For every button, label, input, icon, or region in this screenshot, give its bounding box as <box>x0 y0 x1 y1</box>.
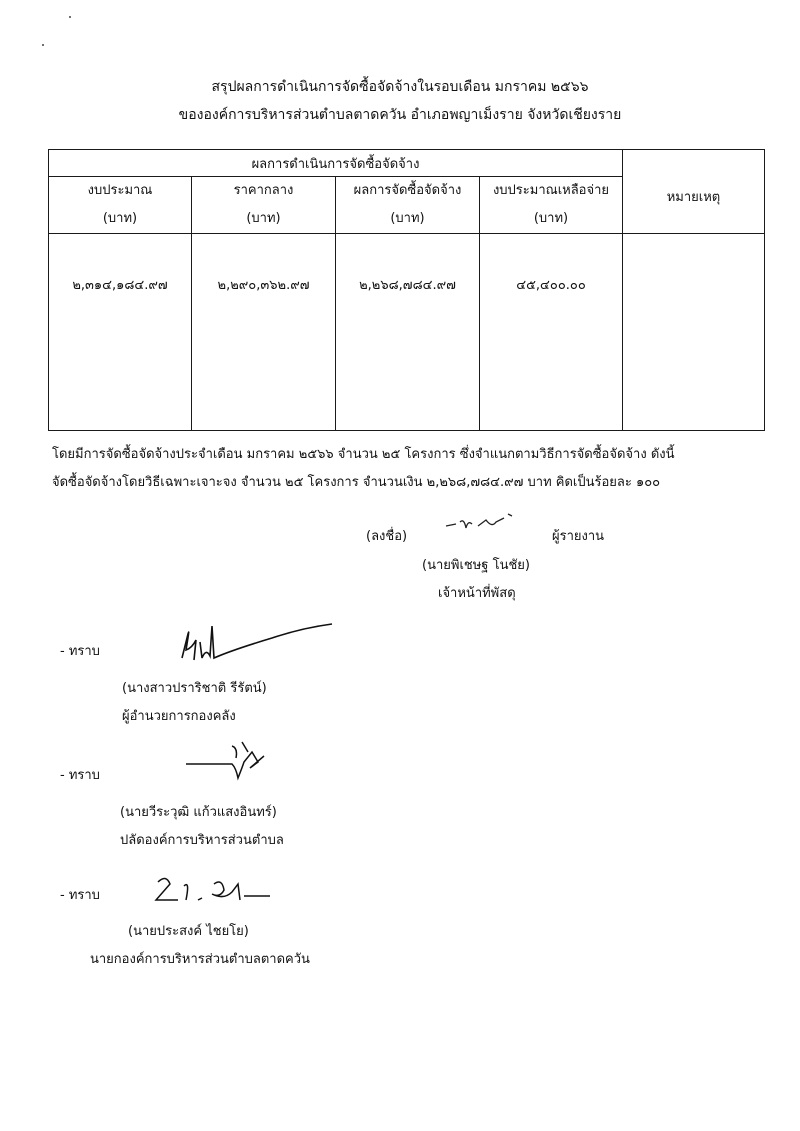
header-unit: (บาท) <box>246 211 281 226</box>
reporter-role-suffix: ผู้รายงาน <box>552 529 605 544</box>
summary-line1: โดยมีการจัดซื้อจัดจ้างประจำเดือน มกราคม ๒๕๖๖ จำนวน ๒๕ โครงการ ซึ่งจำแนกตามวิธีการจัดซื้อจัดจ้าง ดังนี้ <box>52 447 675 462</box>
summary-line2: จัดซื้อจัดจ้างโดยวิธีเฉพาะเจาะจง จำนวน ๒๕ โครงการ จำนวนเงิน ๒,๒๖๘,๗๘๔.๙๗ บาท คิดเป็นร้อยละ ๑๐๐ <box>52 475 661 490</box>
mayor-position: นายกองค์การบริหารส่วนตำบลตาดควัน <box>90 952 310 967</box>
cell-procurement-result: ๒,๒๖๘,๗๘๔.๙๗ <box>336 234 480 431</box>
header-label: งบประมาณเหลือจ่าย <box>492 183 610 198</box>
table-header-budget <box>49 177 192 234</box>
document-title-line1: สรุปผลการดำเนินการจัดซื้อจัดจ้างในรอบเดือน มกราคม ๒๕๖๖ <box>211 79 589 95</box>
acknowledge-label: - ทราบ <box>60 644 100 659</box>
reporter-sign-prefix: (ลงชื่อ) <box>366 529 408 544</box>
deputy-signature <box>182 738 272 782</box>
header-label: งบประมาณ <box>87 183 153 198</box>
mayor-name: (นายประสงค์ ไชยโย) <box>128 924 249 939</box>
scan-speck <box>69 16 71 18</box>
reporter-signature <box>438 508 528 538</box>
header-label: ผลการจัดซื้อจัดจ้าง <box>353 183 462 198</box>
cell-median-price: ๒,๒๙๐,๓๖๒.๙๗ <box>192 234 336 431</box>
table-group-header: ผลการดำเนินการจัดซื้อจัดจ้าง <box>49 150 623 177</box>
cell-remaining-budget: ๔๕,๔๐๐.๐๐ <box>480 234 623 431</box>
table-header-remaining-budget <box>480 177 623 234</box>
director-position: ผู้อำนวยการกองคลัง <box>122 709 236 724</box>
deputy-position: ปลัดองค์การบริหารส่วนตำบล <box>120 833 284 848</box>
procurement-summary-table <box>48 149 765 431</box>
header-unit: (บาท) <box>533 211 569 226</box>
scan-speck <box>42 44 44 46</box>
table-header-procurement-result <box>336 177 480 234</box>
acknowledge-label: - ทราบ <box>60 888 100 903</box>
header-unit: (บาท) <box>102 211 138 226</box>
director-name: (นางสาวปราริชาติ รีรัตน์) <box>122 681 267 696</box>
document-title-line2: ขององค์การบริหารส่วนตำบลตาดควัน อำเภอพญาเม็งราย จังหวัดเชียงราย <box>178 107 622 123</box>
header-unit: (บาท) <box>390 211 425 226</box>
director-signature <box>172 620 342 670</box>
header-label: ราคากลาง <box>233 183 294 198</box>
cell-remark <box>623 234 765 431</box>
table-row <box>49 234 765 431</box>
acknowledge-label: - ทราบ <box>60 768 100 783</box>
deputy-name: (นายวีระวุฒิ แก้วแสงอินทร์) <box>120 805 277 820</box>
mayor-signature <box>150 872 280 908</box>
reporter-name: (นายพิเชษฐ โนชัย) <box>422 558 530 573</box>
table-remark-header: หมายเหตุ <box>623 150 765 234</box>
table-header-median-price <box>192 177 336 234</box>
reporter-position: เจ้าหน้าที่พัสดุ <box>438 586 516 601</box>
cell-budget: ๒,๓๑๔,๑๘๔.๙๗ <box>49 234 192 431</box>
